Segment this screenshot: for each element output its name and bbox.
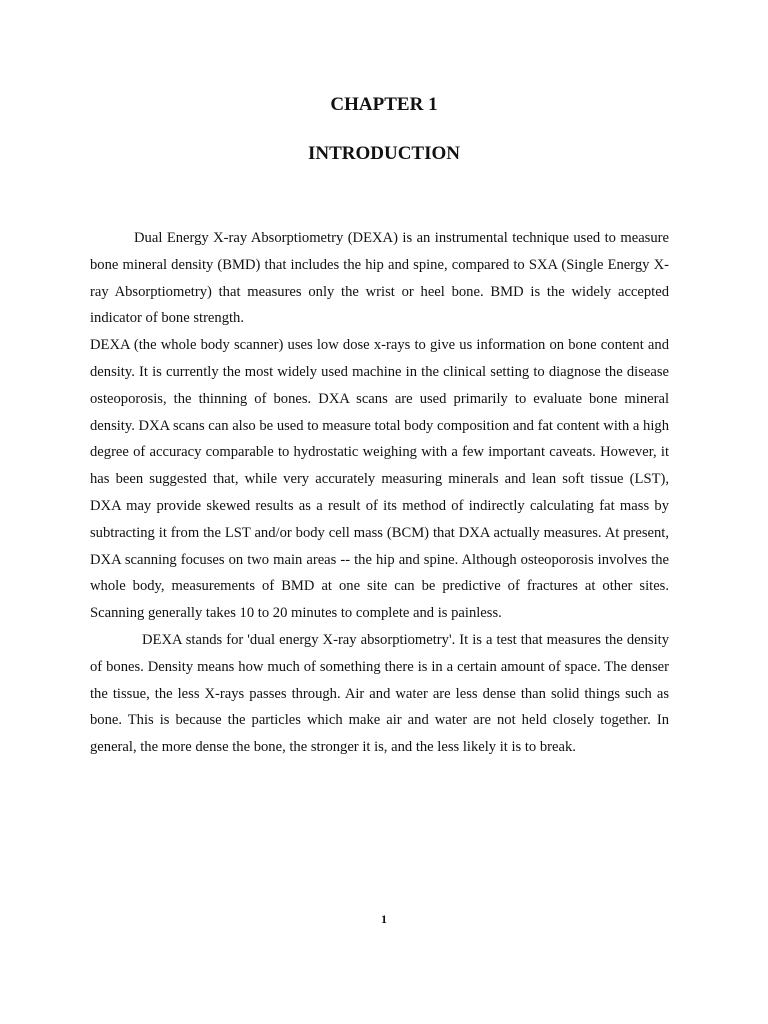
paragraph-dexa-scanner: DEXA (the whole body scanner) uses low dose x-rays to give us information on bone content and density. It is currently the most widely used machine in the clinical setting to diagnose the disease osteoporosis, the thinning of bones. DXA scans are used primarily to evaluate bone mineral density. DXA scans can also be used to measure total body composition and fat content with a high degree of accuracy comparable to hydrostatic weighing with a few important caveats. However, it has been suggested that, while very accurately measuring minerals and lean soft tissue (LST), DXA may provide skewed results as a result of its method of indirectly calculating fat mass by subtracting it from the LST and/or body cell mass (BCM) that DXA actually measures. At present, DXA scanning focuses on two main areas -- the hip and spine. Although osteoporosis involves the whole body, measurements of BMD at one site can be predictive of fractures at other sites. Scanning generally takes 10 to 20 minutes to complete and is painless. <box>90 337 669 622</box>
paragraph-dexa-explained: DEXA stands for 'dual energy X-ray absorptiometry'. It is a test that measures the density of bones. Density means how much of something there is in a certain amount of space. The denser the tissue, the less X-rays passes through. Air and water are less dense than solid things such as bone. This is because the particles which make air and water are not held closely together. In general, the more dense the bone, the stronger it is, and the less likely it is to break. <box>90 631 669 756</box>
chapter-title: INTRODUCTION <box>307 143 461 164</box>
chapter-number: CHAPTER 1 <box>330 94 438 115</box>
paragraph-dexa-definition: Dual Energy X-ray Absorptiometry (DEXA) is an instrumental technique used to measure bone mineral density (BMD) that includes the hip and spine, compared to SXA (Single Energy X-ray Absorptiometry) that measures only the wrist or heel bone. BMD is the widely accepted indicator of bone strength. <box>90 230 669 327</box>
body-text <box>90 225 669 761</box>
page-number: 1 <box>381 912 387 926</box>
